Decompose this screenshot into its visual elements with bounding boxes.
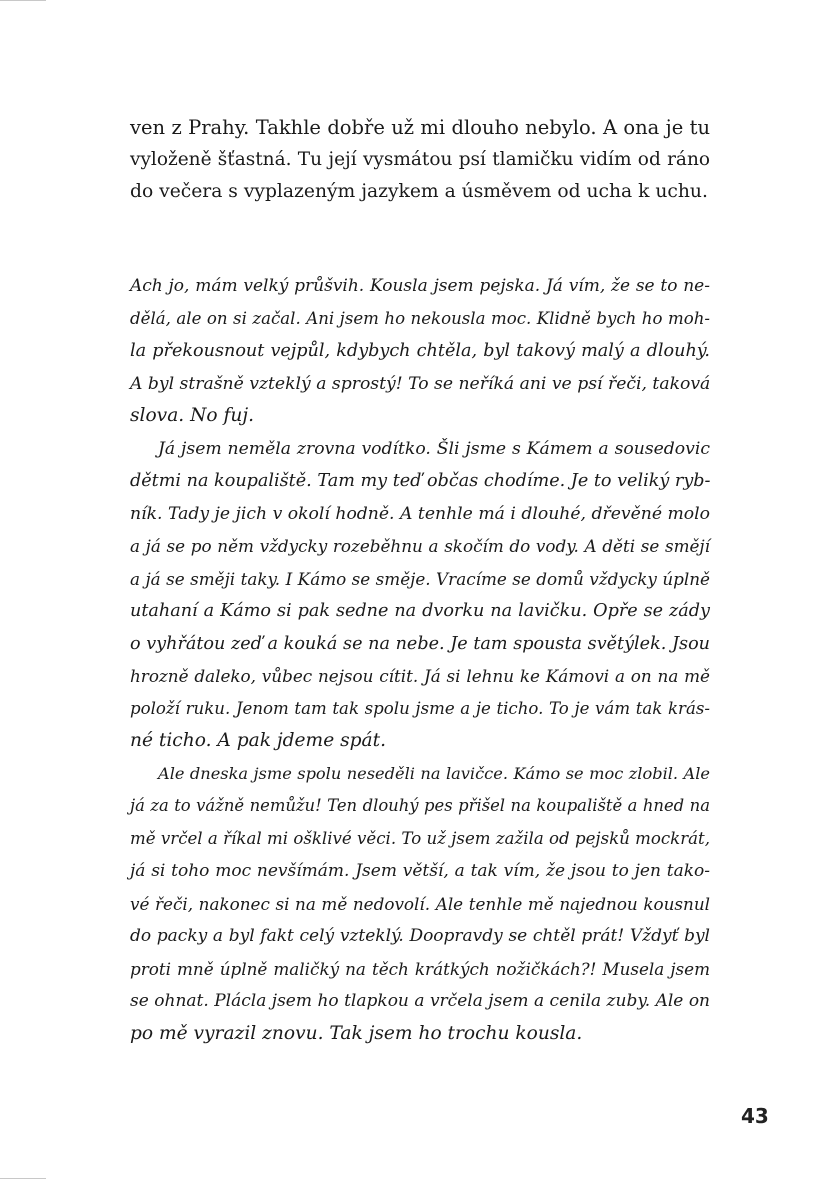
italic-paragraph-1 (130, 270, 710, 433)
text-line: dětmi na koupaliště. Tam my teď občas chodíme. Je to veliký ryb- (130, 471, 711, 491)
text-line: o vyhřátou zeď a kouká se na nebe. Je tam spousta světýlek. Jsou (130, 633, 710, 654)
upper-paragraph (130, 112, 710, 208)
text-line: Já jsem neměla zrovna vodítko. Šli jsme s Kámem a sousedovic (158, 438, 710, 459)
text-line: utahaní a Kámo si pak sedne na dvorku na lavičku. Opře se zády (130, 601, 710, 621)
text-line: vyloženě šťastná. Tu její vysmátou psí tlamičku vidím od ráno (130, 149, 710, 170)
text-line: já si toho moc nevšímám. Jsem větší, a tak vím, že jsou to jen tako- (130, 861, 710, 881)
text-line: slova. No fuj. (130, 405, 255, 426)
text-line: do večera s vyplazeným jazykem a úsměvem od ucha k uchu. (130, 181, 708, 202)
text-line: dělá, ale on si začal. Ani jsem ho nekousla moc. Klidně bych ho moh- (130, 308, 710, 328)
italic-paragraph-2 (130, 433, 710, 758)
text-line: A byl strašně vzteklý a sprostý! To se neříká ani ve psí řeči, taková (130, 373, 711, 394)
text-line: já za to vážně nemůžu! Ten dlouhý pes přišel na koupaliště a hned na (130, 796, 710, 815)
crop-mark-top (0, 0, 46, 1)
text-line: položí ruku. Jenom tam tak spolu jsme a je ticho. To je vám tak krás- (130, 698, 710, 718)
text-line: la překousnout vejpůl, kdybych chtěla, byl takový malý a dlouhý. (130, 341, 710, 361)
text-line: né ticho. A pak jdeme spát. (130, 730, 387, 751)
italic-paragraph-3 (130, 758, 710, 1051)
italic-passage (130, 270, 710, 1050)
crop-mark-bottom (0, 1178, 46, 1179)
text-line: vé řeči, nakonec si na mě nedovolí. Ale tenhle mě najednou kousnul (130, 893, 710, 914)
text-line: se ohnat. Plácla jsem ho tlapkou a vrčela jsem a cenila zuby. Ale on (130, 991, 710, 1011)
text-line: mě vrčel a říkal mi ošklivé věci. To už jsem zažila od pejsků mockrát, (130, 828, 710, 848)
text-line: do packy a byl fakt celý vzteklý. Doopravdy se chtěl prát! Vždyť byl (130, 926, 710, 946)
text-line: hrozně daleko, vůbec nejsou cítit. Já si lehnu ke Kámovi a on na mě (130, 666, 710, 686)
text-line: ven z Prahy. Takhle dobře už mi dlouho nebylo. A ona je tu (130, 116, 710, 139)
text-line: po mě vyrazil znovu. Tak jsem ho trochu kousla. (130, 1022, 583, 1044)
text-line: a já se po něm vždycky rozeběhnu a skočím do vody. A děti se smějí (130, 536, 710, 556)
page-number: 43 (741, 1104, 769, 1128)
text-line: a já se směji taky. I Kámo se směje. Vracíme se domů vždycky úplně (130, 568, 710, 589)
text-line: proti mně úplně maličký na těch krátkých nožičkách?! Musela jsem (130, 958, 710, 979)
text-line: ník. Tady je jich v okolí hodně. A tenhle má i dlouhé, dřevěné molo (130, 503, 710, 524)
text-line: Ale dneska jsme spolu neseděli na lavičce. Kámo se moc zlobil. Ale (158, 763, 710, 783)
text-line: Ach jo, mám velký průšvih. Kousla jsem pejska. Já vím, že se to ne- (130, 276, 710, 296)
